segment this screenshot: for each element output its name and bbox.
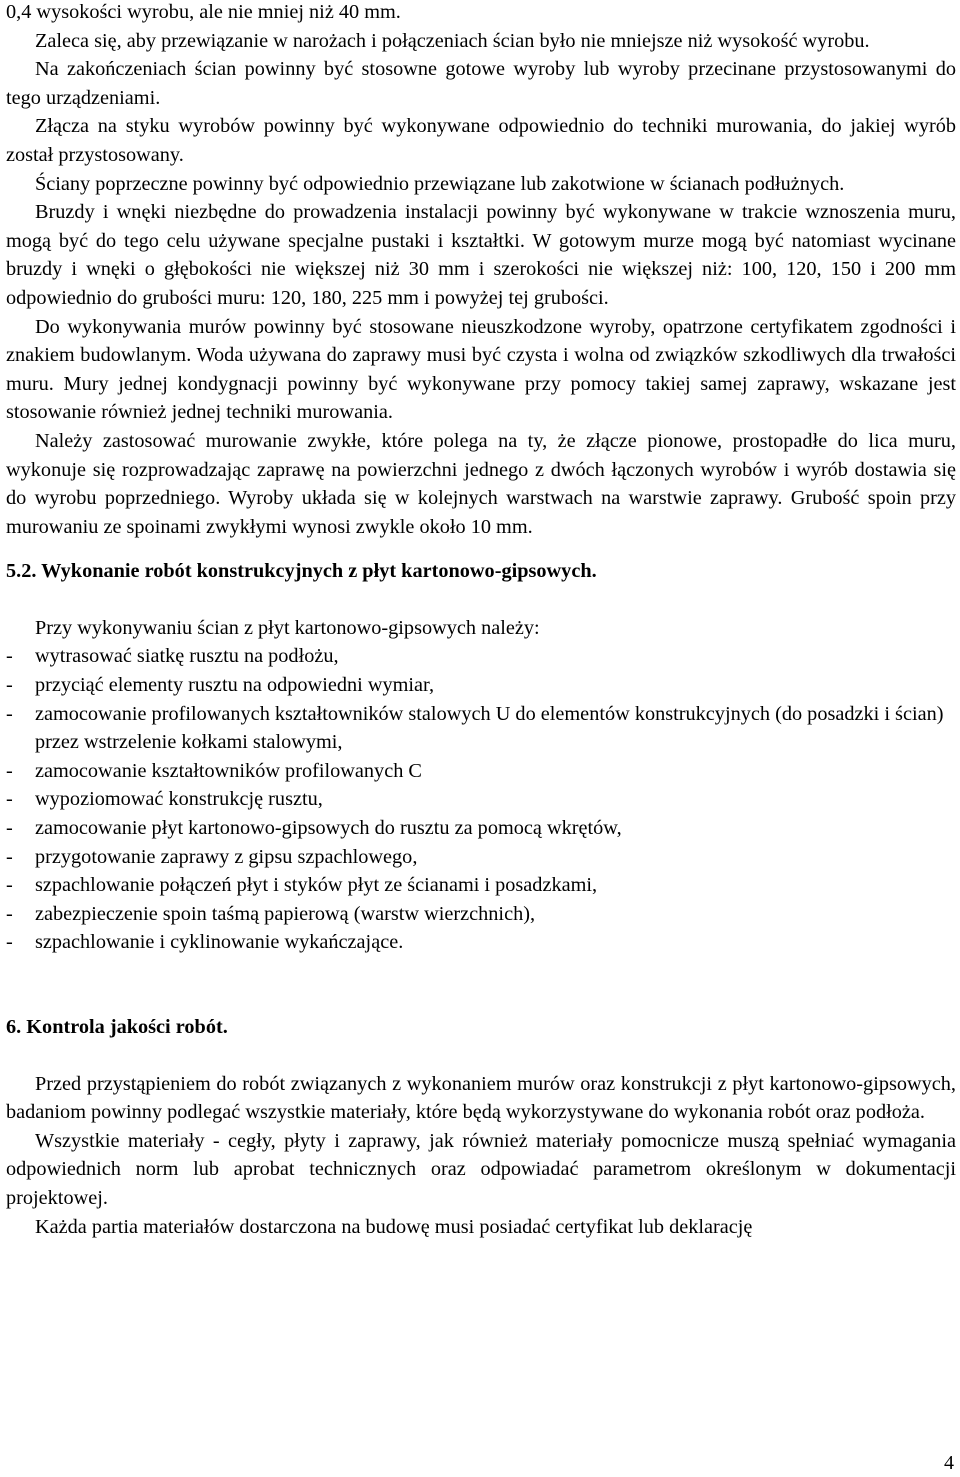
document-page bbox=[6, 0, 956, 1241]
paragraph: Każda partia materiałów dostarczona na budowę musi posiadać certyfikat lub deklarację bbox=[35, 1215, 753, 1238]
paragraph: Przed przystąpieniem do robót związanych z wykonaniem murów oraz konstrukcji z płyt kartonowo-gipsowych, badaniom powinny podlegać wszystkie materiały, które będą wykorzystywane do wykonania robót oraz podłoża. bbox=[6, 1072, 956, 1124]
dash-bullet: - bbox=[6, 645, 13, 668]
paragraph: Ściany poprzeczne powinny być odpowiednio przewiązane lub zakotwione w ścianach podłużnych. bbox=[35, 172, 845, 195]
paragraph: Do wykonywania murów powinny być stosowane nieuszkodzone wyroby, opatrzone certyfikatem zgodności i znakiem budowlanym. Woda używana do zaprawy musi być czysta i wolna od związków szkodliwych dla trwałości muru. Mury jednej kondygnacji powinny być wykonywane przy pomocy takiej samej zaprawy, wskazane jest stosowanie również jednej techniki murowania. bbox=[6, 315, 956, 424]
dash-bullet: - bbox=[6, 931, 13, 954]
list-item: - zamocowanie płyt kartonowo-gipsowych do rusztu za pomocą wkrętów, bbox=[6, 814, 956, 843]
dash-bullet: - bbox=[6, 845, 13, 868]
dash-bullet: - bbox=[6, 874, 13, 897]
dash-bullet: - bbox=[6, 702, 13, 725]
page-number: 4 bbox=[944, 1452, 954, 1474]
list-item: - zabezpieczenie spoin taśmą papierową (warstw wierzchnich), bbox=[6, 900, 956, 929]
section-heading-5-2: 5.2. Wykonanie robót konstrukcyjnych z płyt kartonowo-gipsowych. bbox=[6, 560, 597, 583]
paragraph: Złącza na styku wyrobów powinny być wykonywane odpowiednio do techniki murowania, do jakiej wyrób został przystosowany. bbox=[6, 115, 956, 166]
paragraph: Należy zastosować murowanie zwykłe, które polega na ty, że złącze pionowe, prostopadłe do lica muru, wykonuje się rozprowadzając zaprawę na powierzchni jednego z dwóch łączonych wyrobów i wyrób dostawia się do wyrobu poprzedniego. Wyroby układa się w kolejnych warstwach na warstwie zaprawy. Grubość spoin przy murowaniu ze spoinami zwykłymi wynosi zwykle około 10 mm. bbox=[6, 429, 956, 538]
list-item: - wypoziomować konstrukcję rusztu, bbox=[6, 785, 956, 814]
list-item: - przygotowanie zaprawy z gipsu szpachlowego, bbox=[6, 843, 956, 872]
paragraph: Zaleca się, aby przewiązanie w narożach i połączeniach ścian było nie mniejsze niż wysokość wyrobu. bbox=[35, 29, 870, 52]
dash-bullet: - bbox=[6, 674, 13, 697]
list-item: - zamocowanie profilowanych kształtowników stalowych U do elementów konstrukcyjnych (do posadzki i ścian) przez wstrzelenie kołkami stalowymi, bbox=[6, 700, 956, 757]
work-steps-list bbox=[6, 642, 956, 957]
list-intro: Przy wykonywaniu ścian z płyt kartonowo-gipsowych należy: bbox=[35, 616, 540, 639]
dash-bullet: - bbox=[6, 817, 13, 840]
dash-bullet: - bbox=[6, 788, 13, 811]
list-item: - szpachlowanie i cyklinowanie wykańczające. bbox=[6, 928, 956, 957]
list-item: - wytrasować siatkę rusztu na podłożu, bbox=[6, 642, 956, 671]
paragraph: 0,4 wysokości wyrobu, ale nie mniej niż 40 mm. bbox=[6, 1, 401, 23]
paragraph: Wszystkie materiały - cegły, płyty i zaprawy, jak również materiały pomocnicze muszą spełniać wymagania odpowiednich norm lub aprobat technicznych oraz odpowiadać parametrom określonym w dokumentacji projektowej. bbox=[6, 1129, 956, 1209]
paragraph: Bruzdy i wnęki niezbędne do prowadzenia instalacji powinny być wykonywane w trakcie wznoszenia muru, mogą być do tego celu używane specjalne pustaki i kształtki. W gotowym murze mogą być natomiast wycinane bruzdy i wnęki o głębokości nie większej niż 30 mm i szerokości nie większej niż: 100, 120, 150 i 200 mm odpowiednio do grubości muru: 120, 180, 225 mm i powyżej tej grubości. bbox=[6, 201, 956, 309]
dash-bullet: - bbox=[6, 759, 13, 782]
list-item: - zamocowanie kształtowników profilowanych C bbox=[6, 757, 956, 786]
section-heading-6: 6. Kontrola jakości robót. bbox=[6, 1016, 228, 1038]
paragraph: Na zakończeniach ścian powinny być stosowne gotowe wyroby lub wyroby przecinane przystosowanymi do tego urządzeniami. bbox=[6, 58, 956, 109]
dash-bullet: - bbox=[6, 902, 13, 925]
list-item: - przyciąć elementy rusztu na odpowiedni wymiar, bbox=[6, 671, 956, 700]
list-item: - szpachlowanie połączeń płyt i styków płyt ze ścianami i posadzkami, bbox=[6, 871, 956, 900]
